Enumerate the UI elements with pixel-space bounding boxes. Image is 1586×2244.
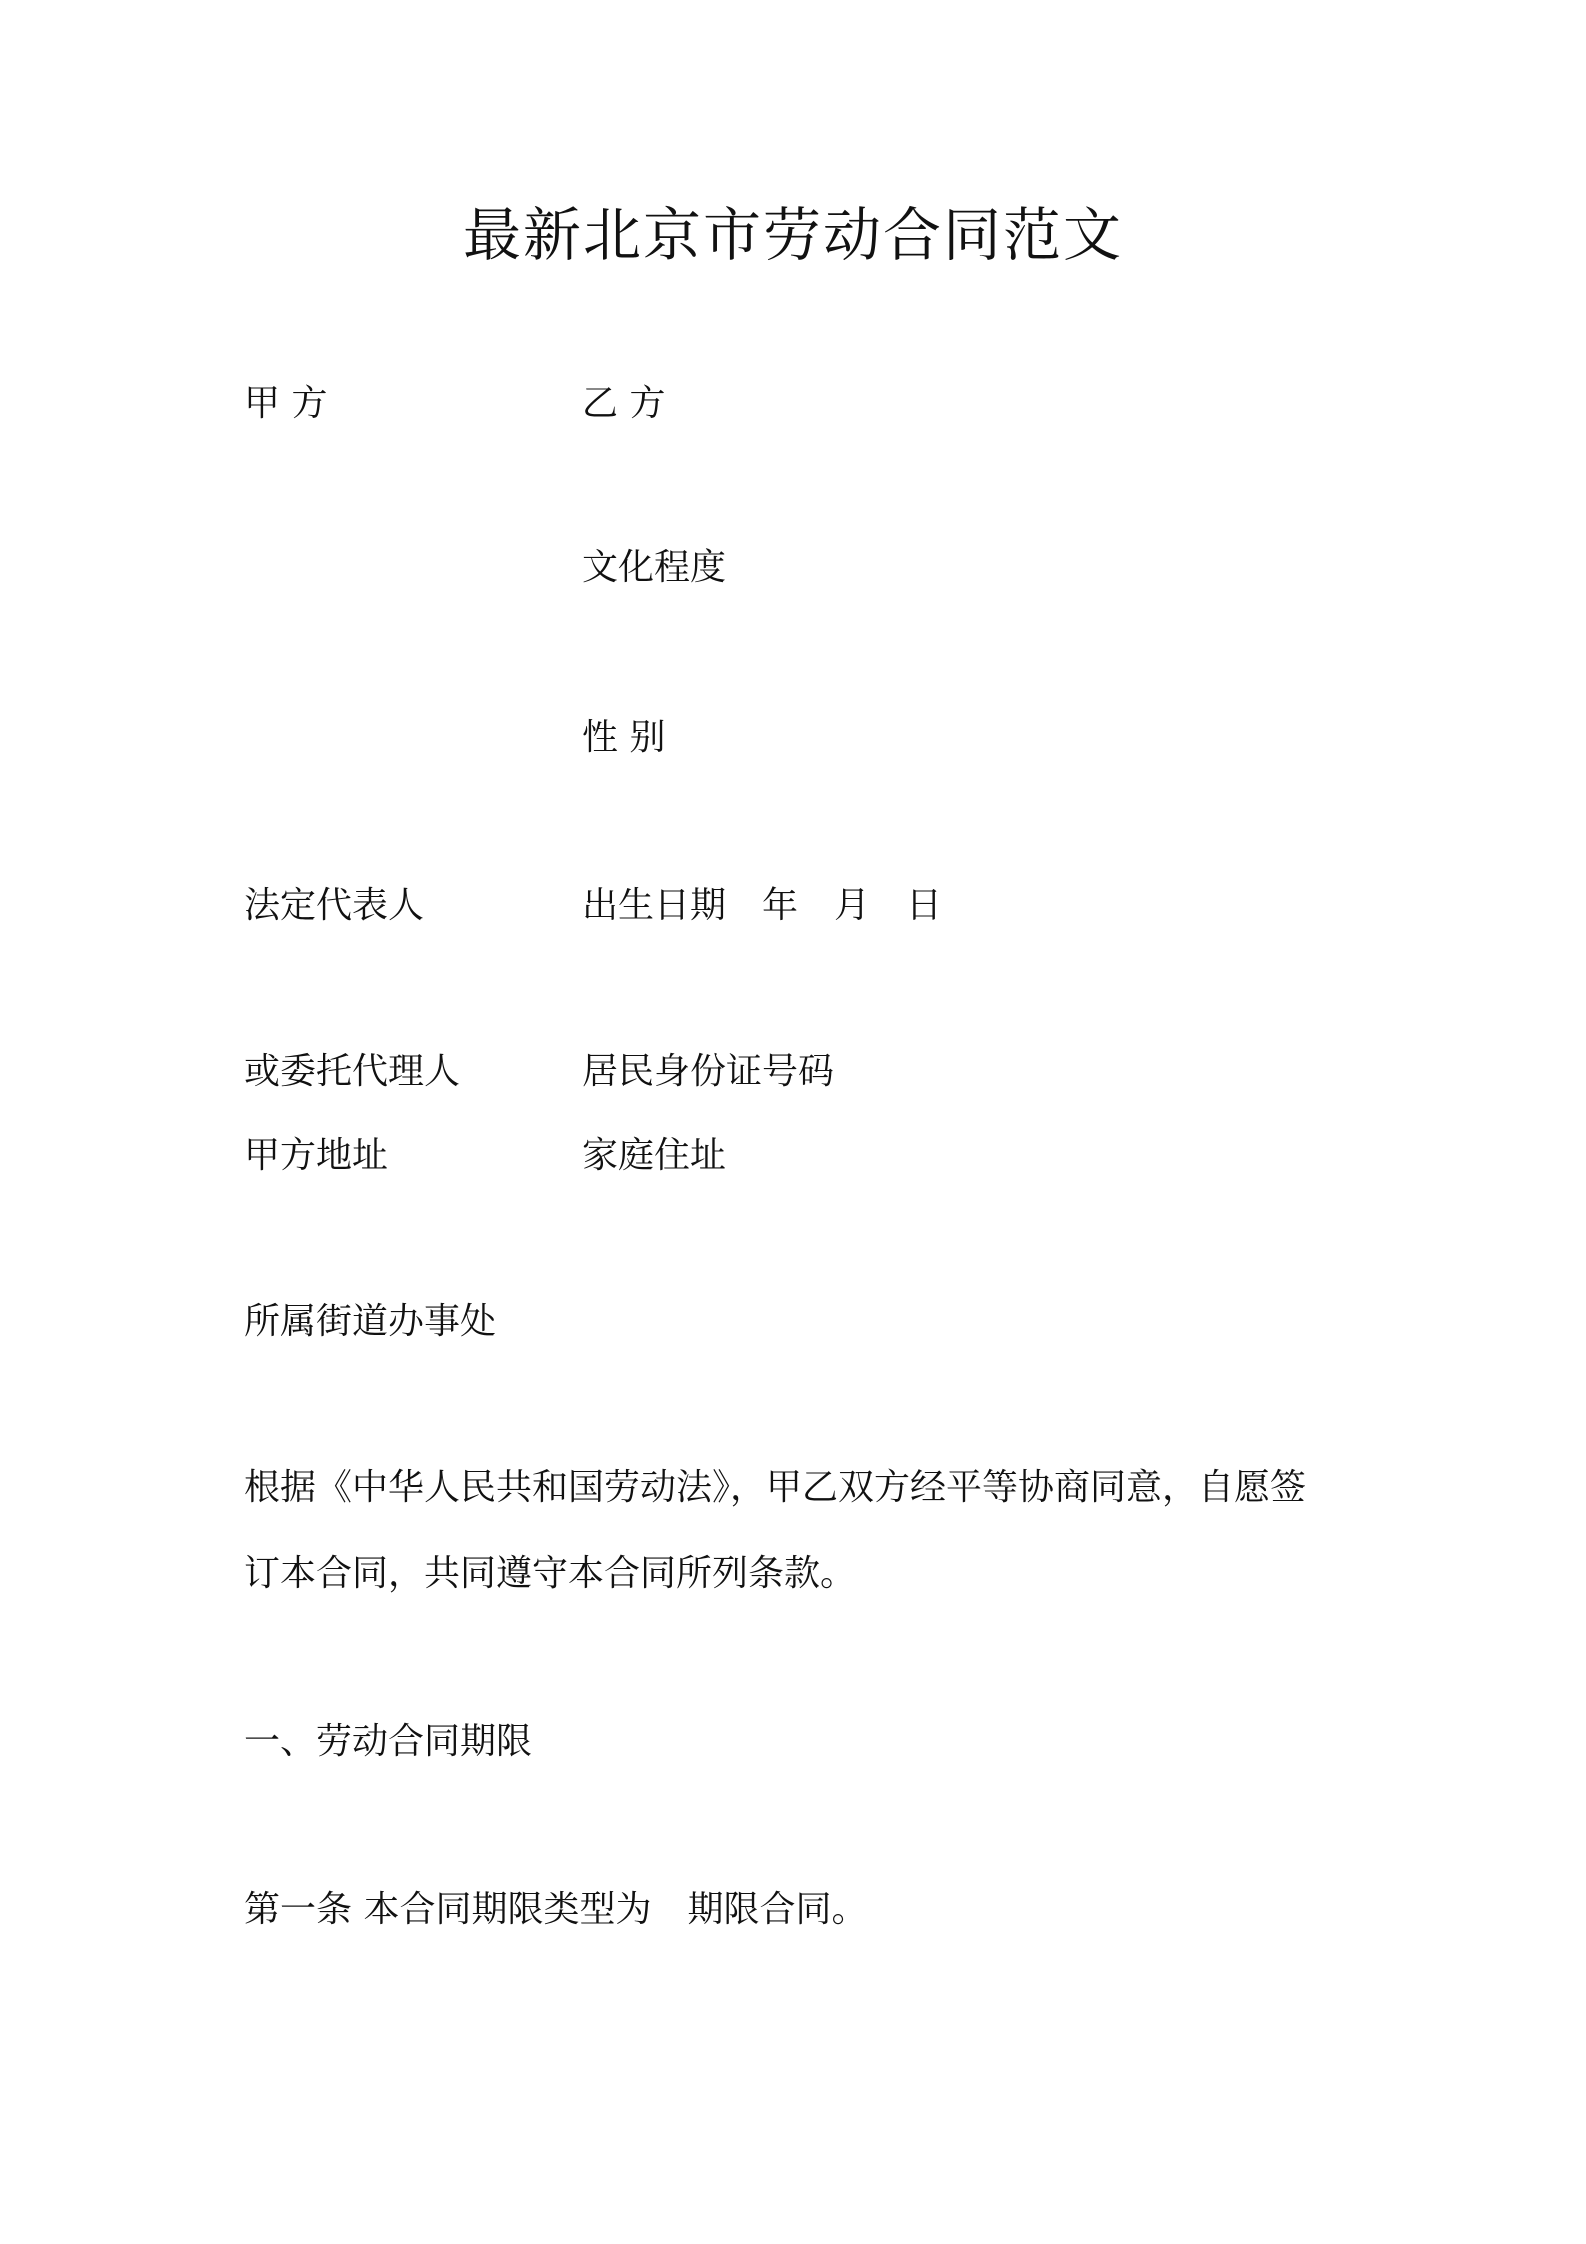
agent-label: 或委托代理人 xyxy=(244,1051,461,1092)
id-number-label: 居民身份证号码 xyxy=(582,1051,835,1092)
article-1-text: 第一条 本合同期限类型为 期限合同。 xyxy=(244,1889,868,1930)
party-a-label: 甲 方 xyxy=(244,383,328,424)
document-title: 最新北京市劳动合同范文 xyxy=(462,201,1123,269)
intro-paragraph-line-1: 根据《中华人民共和国劳动法》，甲乙双方经平等协商同意，自愿签 xyxy=(244,1467,1307,1508)
home-address-label: 家庭住址 xyxy=(582,1135,727,1176)
party-a-address-label: 甲方地址 xyxy=(244,1135,389,1176)
party-b-label: 乙 方 xyxy=(582,383,666,424)
birth-date-label: 出生日期 年 月 日 xyxy=(582,885,943,926)
sub-district-label: 所属街道办事处 xyxy=(244,1301,497,1342)
legal-representative-label: 法定代表人 xyxy=(244,885,425,926)
education-label: 文化程度 xyxy=(582,547,727,588)
gender-label: 性 别 xyxy=(582,717,666,758)
section-1-heading: 一、劳动合同期限 xyxy=(244,1721,533,1762)
intro-paragraph-line-2: 订本合同，共同遵守本合同所列条款。 xyxy=(244,1553,857,1594)
